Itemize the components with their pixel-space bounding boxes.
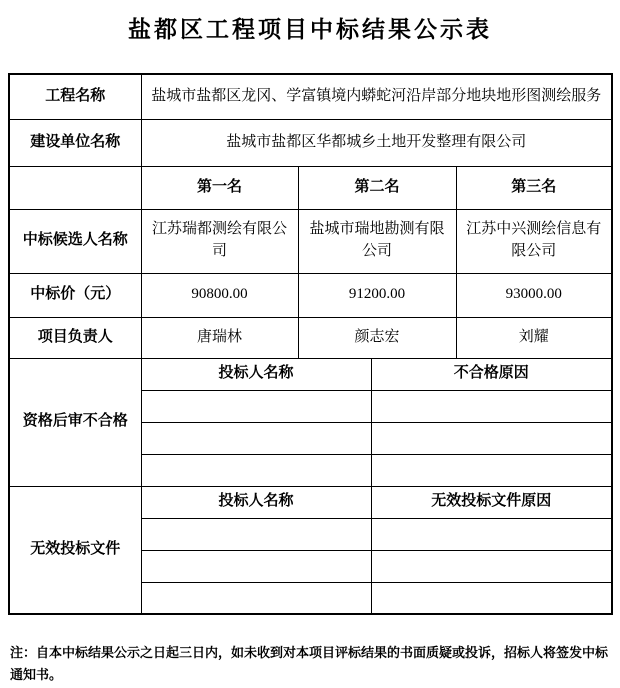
invalid-bidder-cell [141,550,371,582]
invalid-bidder-header: 投标人名称 [141,486,371,518]
manager-1: 唐瑞林 [141,317,298,358]
invalid-reason-cell [371,582,612,614]
owner-value: 盐城市盐都区华都城乡土地开发整理有限公司 [141,119,612,166]
candidates-label: 中标候选人名称 [9,209,141,273]
row-unqualified-header [9,358,612,390]
row-project-name [9,74,612,119]
manager-2: 颜志宏 [298,317,456,358]
rank-header-2: 第二名 [298,166,456,209]
unqualified-reason-header: 不合格原因 [371,358,612,390]
row-candidates [9,209,612,273]
candidate-1: 江苏瑞都测绘有限公司 [141,209,298,273]
price-label: 中标价（元） [9,273,141,317]
unqualified-bidder-header: 投标人名称 [141,358,371,390]
invalid-label: 无效投标文件 [9,486,141,614]
invalid-reason-header: 无效投标文件原因 [371,486,612,518]
project-name-label: 工程名称 [9,74,141,119]
candidate-2: 盐城市瑞地勘测有限公司 [298,209,456,273]
row-invalid-header [9,486,612,518]
empty-corner-cell [9,166,141,209]
row-owner [9,119,612,166]
manager-label: 项目负责人 [9,317,141,358]
results-table [8,73,613,615]
footnote: 注：自本中标结果公示之日起三日内，如未收到对本项目评标结果的书面质疑或投诉，招标人将签发中标通知书。 [10,645,609,683]
owner-label: 建设单位名称 [9,119,141,166]
invalid-reason-cell [371,518,612,550]
unqualified-reason-cell [371,422,612,454]
unqualified-bidder-cell [141,422,371,454]
invalid-bidder-cell [141,518,371,550]
rank-header-3: 第三名 [456,166,612,209]
project-name-value: 盐城市盐都区龙冈、学富镇境内蟒蛇河沿岸部分地块地形图测绘服务 [141,74,612,119]
manager-3: 刘耀 [456,317,612,358]
row-managers [9,317,612,358]
unqualified-label: 资格后审不合格 [9,358,141,486]
unqualified-bidder-cell [141,454,371,486]
invalid-reason-cell [371,550,612,582]
invalid-bidder-cell [141,582,371,614]
price-2: 91200.00 [298,273,456,317]
price-1: 90800.00 [141,273,298,317]
row-prices [9,273,612,317]
unqualified-reason-cell [371,390,612,422]
rank-header-1: 第一名 [141,166,298,209]
unqualified-bidder-cell [141,390,371,422]
price-3: 93000.00 [456,273,612,317]
unqualified-reason-cell [371,454,612,486]
page-title: 盐都区工程项目中标结果公示表 [128,17,492,42]
row-rank-headers [9,166,612,209]
candidate-3: 江苏中兴测绘信息有限公司 [456,209,612,273]
